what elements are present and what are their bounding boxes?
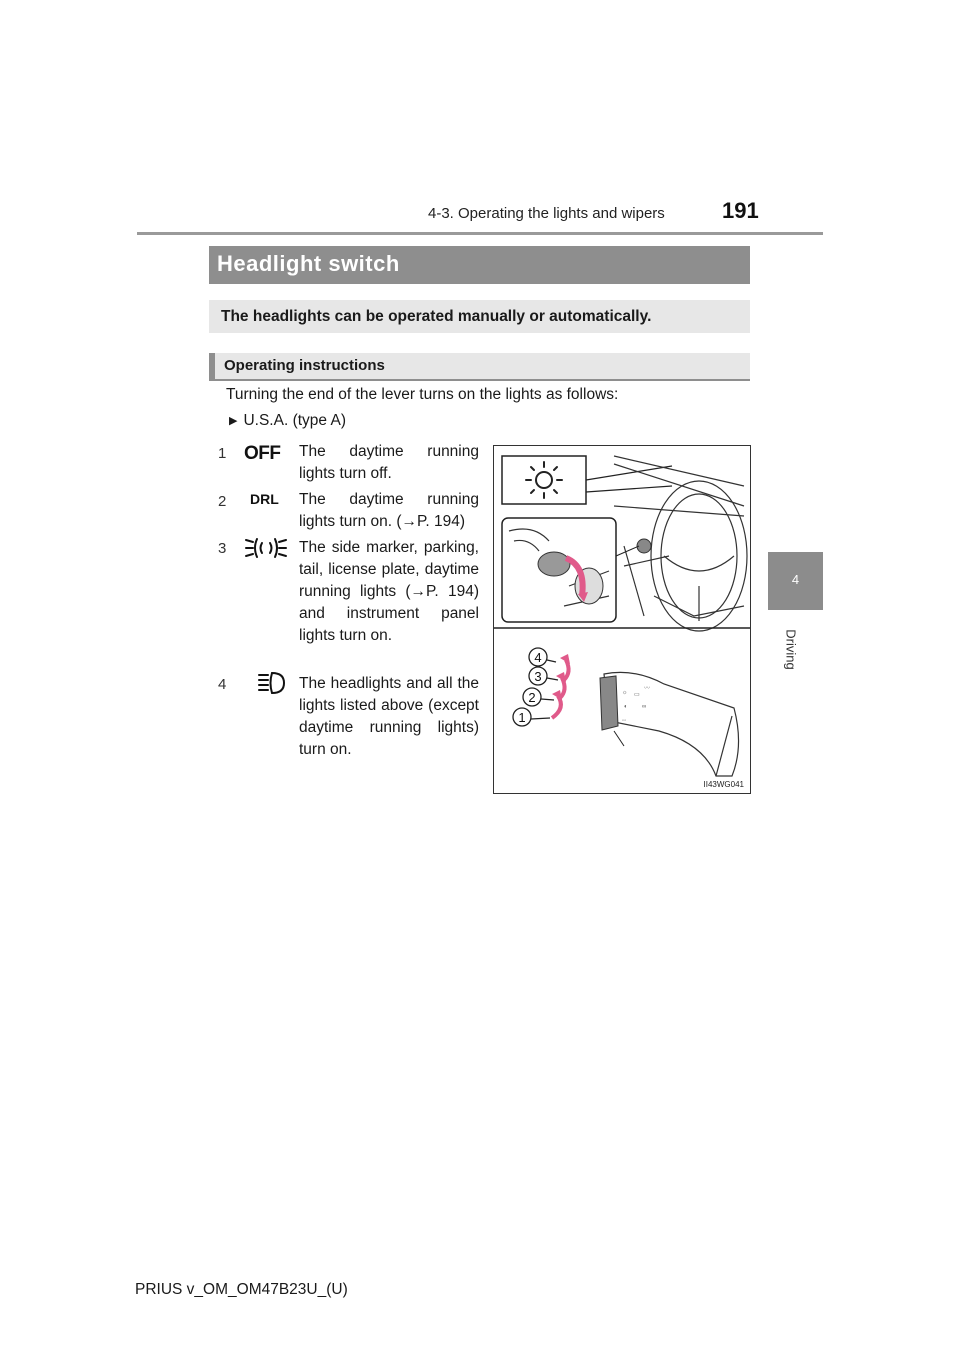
chapter-number: 4 bbox=[791, 572, 800, 587]
item-text: The daytime running lights turn off. bbox=[299, 443, 479, 482]
callout-label: 2 bbox=[528, 690, 536, 705]
document-footer: PRIUS v_OM_OM47B23U_(U) bbox=[135, 1281, 348, 1298]
svg-text:☼: ☼ bbox=[622, 690, 628, 696]
subtitle: The headlights can be operated manually or automatically. bbox=[221, 308, 652, 325]
section-header: 4-3. Operating the lights and wipers bbox=[428, 205, 665, 222]
callout-label: 1 bbox=[518, 710, 526, 725]
item-number: 3 bbox=[218, 540, 227, 557]
page-number: 191 bbox=[722, 198, 759, 223]
section-heading-accent bbox=[209, 353, 215, 381]
side-marker-lights-icon bbox=[244, 535, 288, 561]
page-title: Headlight switch bbox=[217, 251, 400, 276]
section-heading: Operating instructions bbox=[224, 357, 385, 374]
chapter-label: Driving bbox=[783, 629, 799, 670]
bullet-triangle-icon: ▶ bbox=[229, 415, 238, 427]
item-number: 4 bbox=[218, 676, 227, 693]
drl-icon: DRL bbox=[250, 491, 279, 507]
item-text: The headlights and all the lights listed above (except daytime running lights) turn on. bbox=[299, 675, 479, 758]
svg-text:◦◦: ◦◦ bbox=[622, 718, 627, 724]
header-divider bbox=[137, 232, 823, 235]
svg-text:◐: ◐ bbox=[624, 704, 628, 710]
svg-text:〰: 〰 bbox=[644, 686, 651, 692]
type-label: U.S.A. (type A) bbox=[243, 412, 346, 429]
headlight-icon bbox=[258, 670, 288, 696]
off-icon: OFF bbox=[244, 443, 281, 464]
callout-label: 4 bbox=[534, 650, 542, 665]
callout-label: 3 bbox=[534, 669, 542, 684]
item-number: 1 bbox=[218, 445, 227, 462]
headlight-lever-illustration bbox=[493, 445, 751, 794]
type-label-line bbox=[229, 412, 346, 430]
item-text: The side marker, parking, tail, license plate, daytime running lights (→P. 194) and instrument panel lights turn on. bbox=[299, 539, 479, 644]
intro-text: Turning the end of the lever turns on the lights as follows: bbox=[226, 386, 619, 403]
figure-code: II43WG041 bbox=[703, 780, 744, 789]
svg-text:▭: ▭ bbox=[634, 692, 640, 698]
item-text: The daytime running lights turn on. (→P. 194) bbox=[299, 491, 479, 530]
svg-text:∞: ∞ bbox=[642, 704, 647, 710]
item-number: 2 bbox=[218, 493, 227, 510]
chapter-label-container bbox=[765, 618, 825, 678]
